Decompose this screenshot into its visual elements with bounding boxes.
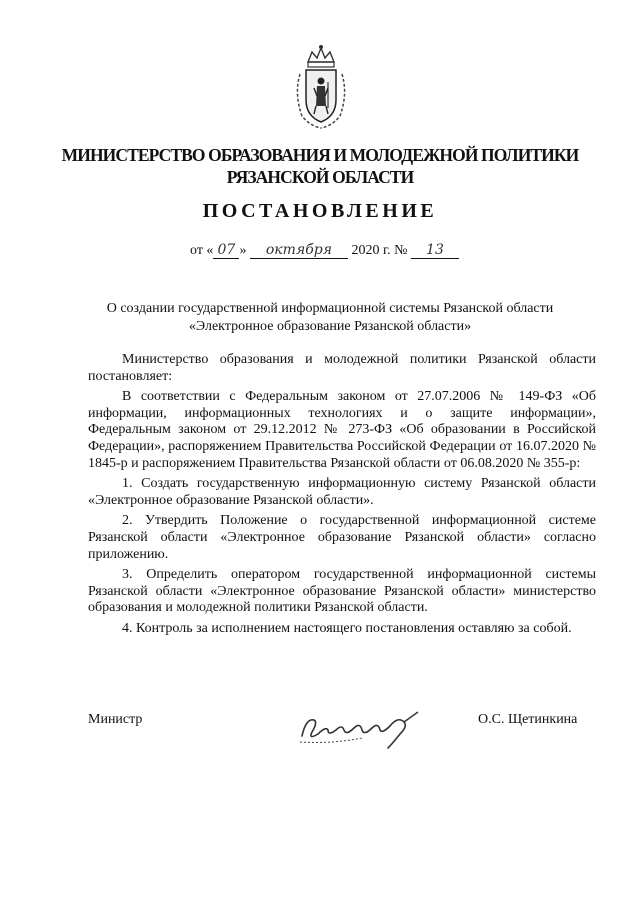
signature-icon [292, 700, 432, 752]
document-number: 13 [411, 242, 459, 259]
date-prefix: от « [190, 243, 214, 258]
ministry-line-2: РЯЗАНСКОЙ ОБЛАСТИ [226, 167, 414, 187]
document-type: ПОСТАНОВЛЕНИЕ [202, 200, 438, 222]
signatory-name: О.С. Щетинкина [478, 712, 578, 727]
body-paragraph: 4. Контроль за исполнением настоящего постановления оставляю за собой. [122, 620, 572, 636]
date-month: октября [250, 242, 348, 259]
date-mid: » [239, 243, 247, 258]
body-paragraph: 2. Утвердить Положение о государственной информационной системе Рязанской области «Электронное образование Рязанской области» согласно приложению. [88, 513, 596, 562]
signatory-role: Министр [88, 712, 143, 727]
body-paragraph: 1. Создать государственную информационную систему Рязанской области «Электронное образование Рязанской области». [88, 476, 596, 508]
body-paragraph: Министерство образования и молодежной политики Рязанской области постановляет: [88, 352, 596, 384]
date-day: 07 [213, 242, 239, 259]
body-paragraph: В соответствии с Федеральным законом от 27.07.2006 № 149-ФЗ «Об информации, информационных технологиях и о защите информации», Федеральным законом от 29.12.2012 № 273-ФЗ «Об образовании в Российской Федерации», распоряжением Правительства Российской Федерации от 16.07.2020 № 1845-р и распоряжением Правительства Рязанской области от 06.08.2020 № 355-р: [88, 389, 596, 471]
date-year: 2020 г. № [351, 243, 408, 258]
subject-line-2: «Электронное образование Рязанской области» [188, 319, 472, 334]
coat-of-arms-icon [290, 44, 352, 130]
subject [60, 300, 600, 336]
ministry-line-1: МИНИСТЕРСТВО ОБРАЗОВАНИЯ И МОЛОДЕЖНОЙ ПОЛИТИКИ [61, 145, 579, 165]
date-line [190, 242, 490, 259]
document-body [88, 352, 596, 642]
body-paragraph: 3. Определить оператором государственной информационной системы Рязанской области «Электронное образование Рязанской области» министерство образования и молодежной политики Рязанской области. [88, 567, 596, 616]
ministry-name [60, 144, 580, 188]
subject-line-1: О создании государственной информационной системы Рязанской области [106, 301, 554, 316]
